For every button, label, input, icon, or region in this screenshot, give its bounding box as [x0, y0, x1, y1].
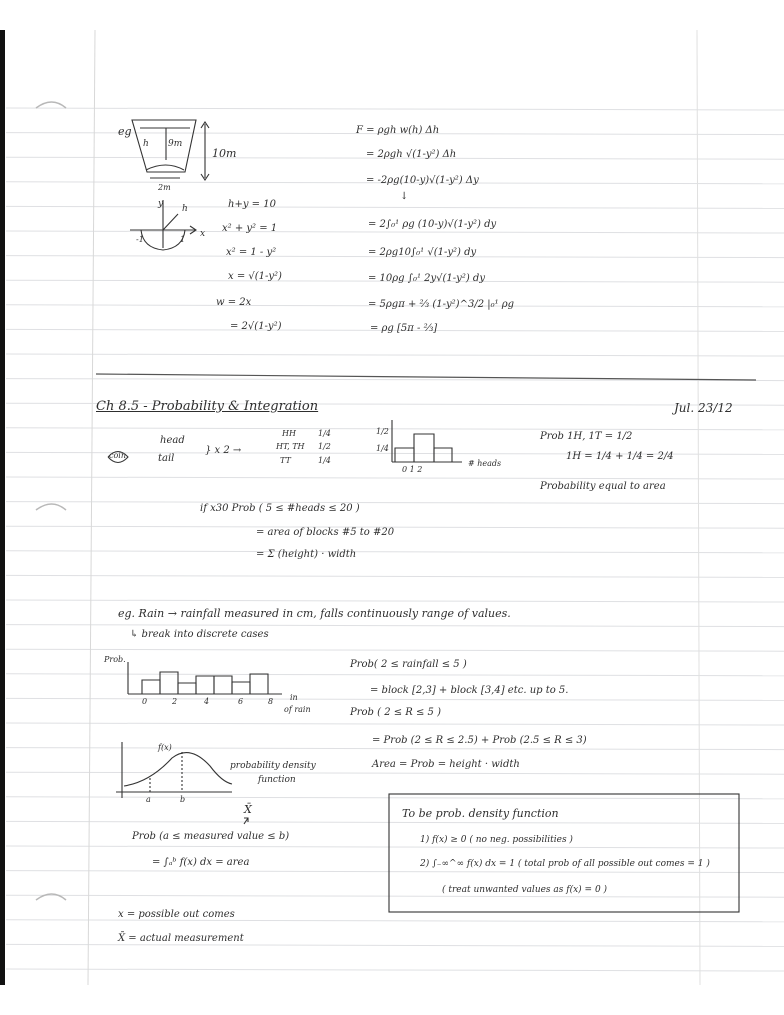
- tank-eq-right-2: = 2ρgh √(1-y²) Δh: [366, 149, 457, 160]
- curve-a-label: a: [146, 795, 151, 804]
- ruled-line: [6, 895, 784, 897]
- coin-prob-2: 1/2: [318, 442, 331, 451]
- heads-graph-y-mid: 1/4: [376, 444, 389, 453]
- punch-hole-top: [36, 102, 66, 108]
- hist-tick-4: 4: [204, 697, 210, 706]
- ruled-line: [6, 551, 784, 553]
- tank-eq-left-5: w = 2x: [216, 297, 252, 308]
- coin-prob-3: 1/4: [318, 456, 331, 465]
- ruled-line: [6, 575, 784, 577]
- tank-eq-right-6: = 10ρg ∫₀¹ 2y√(1-y²) dy: [368, 273, 485, 284]
- tank-eq-right-8: = ρg [5π - ⅔]: [370, 323, 438, 334]
- punch-hole-middle: [36, 504, 66, 510]
- possible-outcomes: x = possible out comes: [118, 909, 235, 920]
- ruled-line: [6, 354, 784, 356]
- pdf-label-2: function: [258, 775, 296, 785]
- tank-eq-left-6: = 2√(1-y²): [230, 321, 282, 332]
- heads-bar-chart: [392, 420, 462, 462]
- ruled-line: [6, 821, 784, 823]
- curve-b-label: b: [180, 795, 186, 804]
- hist-tick-2: 2: [172, 697, 178, 706]
- box-title: To be prob. density function: [402, 807, 559, 820]
- right-margin-line: [697, 30, 700, 985]
- rain-break: ↳ break into discrete cases: [130, 629, 269, 640]
- coin-outcome-1: HH: [282, 429, 296, 438]
- ruled-line: [6, 206, 784, 208]
- rain-histogram: [128, 662, 282, 694]
- circle-y-label: y: [158, 199, 164, 209]
- tank-eq-left-2: x² + y² = 1: [222, 223, 278, 234]
- prob-integral: = ∫ₐᵇ f(x) dx = area: [152, 857, 250, 868]
- tank-eq-right-3: = -2ρg(10-y)√(1-y²) Δy: [366, 175, 479, 186]
- rain-right-5: Area = Prob = height · width: [372, 759, 520, 770]
- hist-tick-0: 0: [142, 697, 148, 706]
- rain-right-3: Prob ( 2 ≤ R ≤ 5 ): [350, 707, 441, 718]
- hist-ylabel: Prob.: [104, 655, 126, 664]
- ruled-line: [6, 477, 784, 479]
- box-item-1: 1) f(x) ≥ 0 ( no neg. possibilities ): [420, 835, 573, 845]
- box-item-3: ( treat unwanted values as f(x) = 0 ): [442, 885, 608, 895]
- ruled-line: [6, 674, 784, 676]
- ruled-line: [6, 920, 784, 922]
- x30-line-2: = area of blocks #5 to #20: [256, 527, 395, 538]
- box-item-2: 2) ∫₋∞^∞ f(x) dx = 1 ( total prob of all possible out comes = 1 ): [420, 859, 710, 869]
- circle-1-label: 1: [180, 235, 186, 244]
- ruled-line: [6, 108, 784, 110]
- tank-eq-left-1: h+y = 10: [228, 199, 276, 210]
- ruled-line: [6, 600, 784, 602]
- tank-2m-label: 2m: [158, 183, 171, 192]
- coin-label: coin: [109, 451, 127, 460]
- hist-tick-8: 8: [268, 697, 274, 706]
- tank-eq-left-4: x = √(1-y²): [228, 271, 282, 282]
- ruled-line: [6, 231, 784, 233]
- coin-outcome-2: HT, TH: [276, 442, 305, 451]
- tank-diagram: [132, 120, 209, 180]
- section-title: Ch 8.5 - Probability & Integration: [96, 399, 319, 414]
- ruled-line: [6, 698, 784, 700]
- circle-x-label: x: [200, 229, 206, 239]
- x30-line-3: = Σ (height) · width: [256, 549, 357, 560]
- ruled-line: [6, 526, 784, 528]
- tank-eq-right-5: = 2ρg10∫₀¹ √(1-y²) dy: [368, 247, 477, 258]
- tank-eq-right-7: = 5ρgπ + ⅔ (1-y²)^3/2 |₀¹ ρg: [368, 299, 515, 310]
- coin-tail: tail: [158, 453, 175, 464]
- coin-outcome-3: TT: [280, 456, 291, 465]
- ruled-line: [6, 846, 784, 848]
- ruled-line: [6, 944, 784, 946]
- ruled-line: [6, 723, 784, 725]
- ruled-line: [6, 772, 784, 774]
- prob-1h1t: Prob 1H, 1T = 1/2: [540, 431, 633, 442]
- ruled-line: [6, 649, 784, 651]
- tank-h-label: h: [143, 139, 149, 149]
- circle-h-label: h: [182, 204, 188, 214]
- ruled-line: [6, 871, 784, 873]
- rain-right-2: = block [2,3] + block [3,4] etc. up to 5.: [370, 685, 569, 696]
- heads-graph-x: 0 1 2: [402, 465, 423, 474]
- binding-edge: [0, 30, 5, 1015]
- ruled-line: [6, 969, 784, 971]
- rain-right-4: = Prob (2 ≤ R ≤ 2.5) + Prob (2.5 ≤ R ≤ 3): [372, 735, 587, 746]
- curve-fx-label: f(x): [158, 743, 172, 752]
- tank-9m-label: 9m: [168, 139, 183, 149]
- ruled-line: [6, 797, 784, 799]
- bottom-margin: [0, 985, 784, 1015]
- tank-eq-left-3: x² = 1 - y²: [226, 247, 277, 258]
- coin-times: } x 2 →: [205, 445, 242, 456]
- tank-10m-label: 10m: [212, 147, 237, 160]
- tank-eq-right-4: = 2∫₀¹ ρg (10-y)√(1-y²) dy: [368, 219, 497, 230]
- hist-xlabel-2: of rain: [284, 705, 311, 714]
- x30-line-1: if x30 Prob ( 5 ≤ #heads ≤ 20 ): [200, 503, 360, 514]
- rain-right-1: Prob( 2 ≤ rainfall ≤ 5 ): [350, 659, 467, 670]
- section-date: Jul. 23/12: [674, 401, 733, 415]
- tank-eq-right-arrow: ↓: [400, 191, 409, 202]
- rain-intro: eg. Rain → rainfall measured in cm, falls continuously range of values.: [118, 607, 511, 620]
- coin-prob-1: 1/4: [318, 429, 331, 438]
- left-margin-line: [88, 30, 95, 985]
- heads-graph-y-top: 1/2: [376, 427, 389, 436]
- prob-equal-area: Probability equal to area: [540, 481, 666, 492]
- ruled-line: [6, 428, 784, 430]
- circle-neg1-label: -1: [136, 235, 144, 244]
- eg-label: eg: [118, 125, 132, 138]
- ruled-line: [6, 748, 784, 750]
- density-curve: [116, 742, 248, 824]
- prob-1h: 1H = 1/4 + 1/4 = 2/4: [566, 451, 674, 462]
- ruled-line: [6, 625, 784, 627]
- coin-head: head: [160, 435, 185, 446]
- ruled-lines: [6, 108, 784, 971]
- ruled-line: [6, 502, 784, 504]
- prob-a-b: Prob (a ≤ measured value ≤ b): [132, 831, 290, 842]
- hist-xlabel: in: [290, 693, 298, 702]
- x-bar-label: X̄: [244, 803, 252, 816]
- hist-tick-6: 6: [238, 697, 244, 706]
- tank-eq-right-1: F = ρgh w(h) Δh: [356, 125, 440, 136]
- heads-graph-xlabel: # heads: [468, 459, 502, 468]
- actual-measurement: X̄ = actual measurement: [118, 933, 244, 944]
- pdf-label: probability density: [230, 761, 316, 771]
